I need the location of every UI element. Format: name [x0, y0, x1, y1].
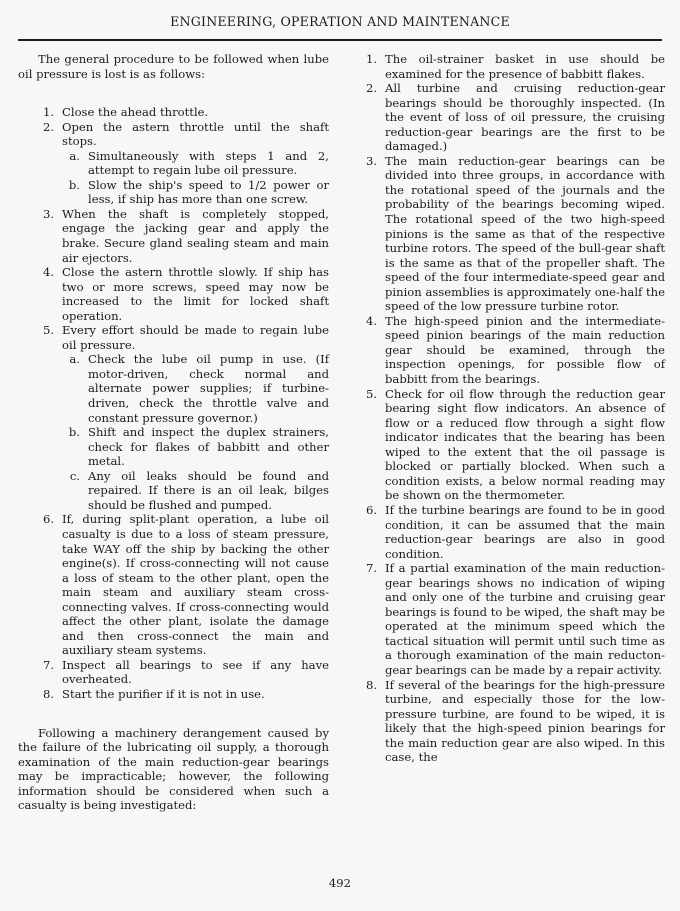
step-number: 7.: [42, 657, 54, 672]
step-text: Close the ahead throttle.: [62, 105, 209, 120]
substep-text: Simultaneously with steps 1 and 2, attempt to regain lube oil pressure.: [88, 148, 329, 178]
step-number: 1.: [42, 105, 54, 120]
intro-paragraph: The general procedure to be followed when lube oil pressure is lost is as follows:: [18, 52, 329, 81]
item-text: The oil-strainer basket in use should be examined for the presence of babbitt flakes.: [385, 52, 665, 81]
step-text: Start the purifier if it is not in use.: [62, 686, 265, 701]
procedure-substep: [18, 149, 329, 178]
substep-label: a.: [69, 352, 80, 367]
item-number: 4.: [365, 313, 377, 328]
running-head: ENGINEERING, OPERATION AND MAINTENANCE: [170, 14, 510, 29]
procedure-step: [18, 265, 329, 323]
investigation-items-list: [347, 52, 665, 765]
item-text: Check for oil flow through the reduction gear bearing sight flow indicators. An absence of flow or a reduced flow through a sight flow indicator indicates that the bearing has been wiped to the extent that the oil passage is blocked or partially blocked. When such a condition exists, a below normal reading may be shown on the thermometer.: [385, 386, 665, 503]
substep-label: b.: [68, 425, 80, 440]
step-number: 6.: [42, 512, 54, 527]
step-number: 5.: [42, 323, 54, 338]
investigation-item: [347, 678, 665, 765]
procedure-steps-list: [18, 105, 329, 701]
item-number: 7.: [365, 561, 377, 576]
left-column: [18, 52, 329, 813]
procedure-step: [18, 512, 329, 657]
item-text: If a partial examination of the main reduction-gear bearings shows no indication of wiping and only one of the turbine and cruising gear bearings is found to be wiped, the shaft may be operated at the minimum speed which the tactical situation will permit until such time as a thorough examination of the main reducton-gear bearings can be made by a repair activity.: [385, 561, 665, 677]
step-text: Close the astern throttle slowly. If ship has two or more screws, speed may now be increased to the limit for locked shaft operation.: [62, 265, 329, 323]
investigation-item: [347, 154, 665, 314]
investigation-item: [347, 81, 665, 154]
item-number: 6.: [365, 502, 377, 517]
item-number: 2.: [365, 81, 377, 96]
procedure-step: [18, 687, 329, 702]
procedure-step: [18, 207, 329, 265]
item-number: 1.: [365, 52, 377, 66]
step-text: Every effort should be made to regain lube oil pressure.: [62, 323, 329, 352]
header-rule: [18, 39, 662, 41]
item-number: 5.: [365, 386, 377, 401]
closing-paragraph: Following a machinery derangement caused by the failure of the lubricating oil supply, a thorough examination of the main reduction-gear bearings may be impracticable; however, the following information should be considered when such a casualty is being investigated:: [18, 725, 329, 813]
step-number: 4.: [42, 265, 54, 280]
substep-label: a.: [69, 148, 80, 163]
item-text: If several of the bearings for the high-pressure turbine, and especially those for the low-pressure turbine, are found to be wiped, it is likely that the high-speed pinion bearings for the main reduction gear are also wiped. In this case, the: [385, 677, 665, 765]
procedure-step: [18, 658, 329, 687]
page-number: 492: [328, 876, 352, 890]
step-number: 8.: [42, 686, 54, 701]
item-text: The high-speed pinion and the intermediate-speed pinion bearings of the main reduction gear should be examined, through the inspection openings, for possible flow of babbitt from the bearings.: [385, 313, 665, 387]
item-number: 3.: [365, 153, 377, 168]
procedure-substep: [18, 178, 329, 207]
investigation-item: [347, 561, 665, 677]
procedure-substep: [18, 425, 329, 469]
investigation-item: [347, 503, 665, 561]
substep-text: Shift and inspect the duplex strainers, check for flakes of babbitt and other metal.: [88, 425, 329, 469]
right-column: [347, 52, 665, 765]
item-number: 8.: [365, 677, 377, 692]
procedure-substep: [18, 352, 329, 425]
procedure-substep: [18, 469, 329, 513]
step-number: 2.: [42, 119, 54, 134]
step-number: 3.: [42, 206, 54, 221]
substep-label: c.: [69, 468, 80, 483]
procedure-step: [18, 120, 329, 149]
step-text: Open the astern throttle until the shaft stops.: [62, 119, 329, 149]
substep-text: Any oil leaks should be found and repaired. If there is an oil leak, bilges should be flushed and pumped.: [88, 468, 329, 512]
item-text: If the turbine bearings are found to be in good condition, it can be assumed that the main reduction-gear bearings are also in good condition.: [385, 502, 665, 561]
item-text: All turbine and cruising reduction-gear bearings should be thoroughly inspected. (In the event of loss of oil pressure, the cruising reduction-gear bearings are the first to be damaged.): [385, 81, 665, 154]
substep-text: Slow the ship's speed to 1/2 power or less, if ship has more than one screw.: [88, 177, 329, 207]
investigation-item: [347, 314, 665, 387]
substep-label: b.: [68, 177, 80, 192]
procedure-step: [18, 105, 329, 120]
step-text: When the shaft is completely stopped, engage the jacking gear and apply the brake. Secure gland sealing steam and main air ejectors.: [62, 206, 329, 265]
step-text: Inspect all bearings to see if any have overheated.: [62, 657, 329, 687]
step-text: If, during split-plant operation, a lube oil casualty is due to a loss of steam pressure, take WAY off the ship by backing the other engine(s). If cross-connecting will not cause a loss of steam to the other plant, open the main steam and auxiliary steam cross-connecting valves. If cross-connecting would affect the other plant, isolate the damage and then cross-connect the main and auxiliary steam systems.: [62, 512, 329, 658]
procedure-step: [18, 323, 329, 352]
investigation-item: [347, 387, 665, 503]
investigation-item: [347, 52, 665, 81]
substep-text: Check the lube oil pump in use. (If motor-driven, check normal and alternate power supplies; if turbine-driven, check the throttle valve and constant pressure governor.): [88, 352, 329, 425]
item-text: The main reduction-gear bearings can be divided into three groups, in accordance with the rotational speed of the journals and the probability of the bearings becoming wiped. The rotational speed of the two high-speed pinions is the same as that of the respective turbine rotors. The speed of the bull-gear shaft is the same as that of the propeller shaft. The speed of the four intermediate-speed gear and pinion assemblies is approximately one-half the speed of the low pressure turbine rotor.: [385, 153, 665, 314]
